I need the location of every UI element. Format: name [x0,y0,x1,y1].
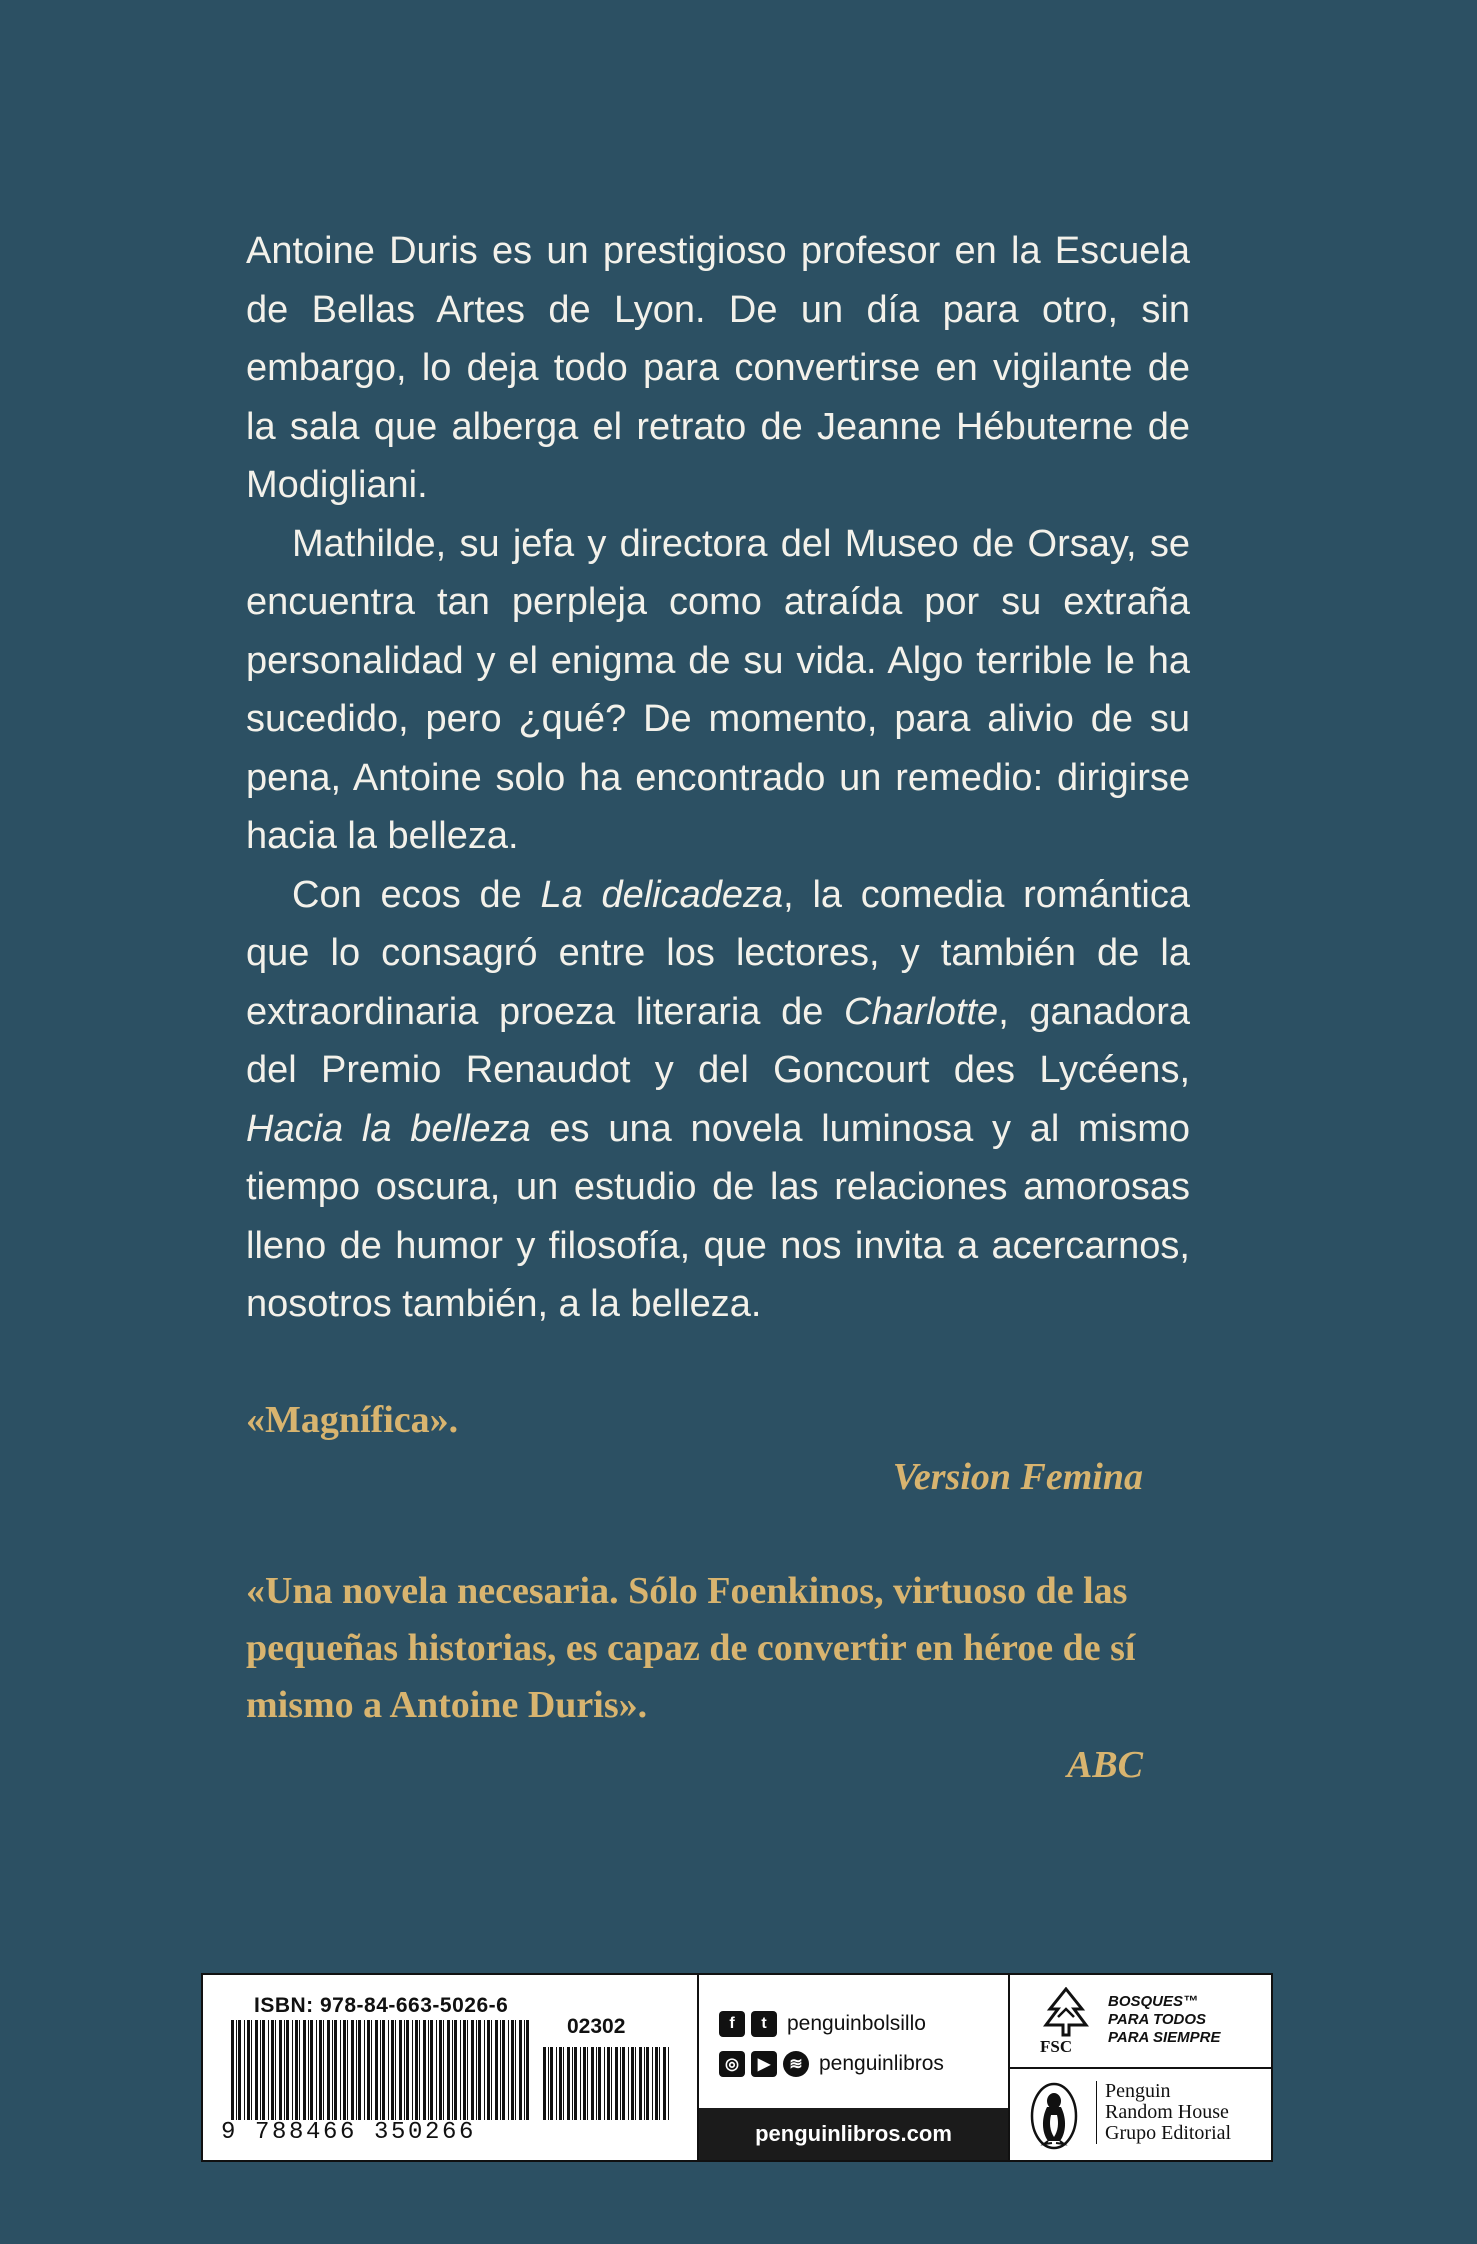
publisher-line: Penguin [1105,2080,1171,2102]
barcode-bar [622,2047,625,2120]
quote-source-2: ABC [1066,1744,1143,1786]
barcode-bar [356,2020,357,2120]
barcode-bar [423,2020,426,2120]
barcode-bar [399,2020,402,2120]
barcode-bar [628,2047,629,2120]
barcode-bar [284,2020,285,2120]
back-cover-footer [201,1973,1273,2162]
barcode-bar [471,2020,474,2120]
barcode-bar [639,2047,642,2120]
barcode-bar [436,2020,437,2120]
barcode-bar [275,2020,276,2120]
barcode-bar [319,2020,322,2120]
barcode-bar [646,2047,649,2120]
barcode-bar [303,2020,306,2120]
social-box [699,1975,1010,2160]
barcode-bar [323,2020,324,2120]
social-handle[interactable]: penguinlibros [819,2052,944,2075]
barcode-bar [491,2020,492,2120]
barcode-bar [316,2020,317,2120]
quote-text: «Magnífica». [246,1399,459,1441]
barcode-bar [604,2047,605,2120]
barcode-bar [644,2047,645,2120]
barcode-bar [543,2047,546,2120]
barcode-bar [556,2047,557,2120]
barcode-bar [567,2047,570,2120]
barcode-bar [519,2020,522,2120]
barcode-bar [511,2020,514,2120]
fsc-label: FSC [1040,2037,1073,2056]
barcode-bar [391,2020,394,2120]
barcode-bar [663,2047,666,2120]
barcode-bar [607,2047,610,2120]
title-hacia-la-belleza: Hacia la belleza [246,1107,531,1150]
barcode-bar [262,2020,265,2120]
barcode-bars [231,2020,531,2120]
barcode-bar [591,2047,594,2120]
barcode-bar [476,2020,477,2120]
barcode-bar [268,2020,269,2120]
barcode-bar [292,2020,293,2120]
barcode-bar [428,2020,429,2120]
blurb-paragraph-3 [246,866,1190,1334]
publisher-line: Grupo Editorial [1105,2122,1232,2144]
facebook-icon[interactable]: f [719,2011,745,2037]
barcode-bar [238,2020,241,2120]
fsc-line: PARA SIEMPRE [1108,2029,1221,2046]
barcode-bar [659,2047,660,2120]
barcode-bar [478,2020,481,2120]
barcode-bar [406,2020,409,2120]
barcode-bar [500,2020,501,2120]
fsc-tree-icon [1038,1987,1094,2037]
barcode-bar [260,2020,261,2120]
quote-source-1: Version Femina [892,1456,1143,1498]
barcode-bar [351,2020,354,2120]
barcode-bar [367,2020,370,2120]
barcode-bar [484,2020,485,2120]
blurb [246,222,1190,1334]
barcode-bar [487,2020,490,2120]
website-link[interactable]: penguinlibros.com [699,2108,1008,2160]
text-run: Con ecos de [292,873,541,916]
blurb-paragraph-2: Mathilde, su jefa y directora del Museo de Orsay, se encuentra tan perpleja como atraída por su extraña personalidad y el enigma de su vida. Algo terrible le ha sucedido, pero ¿qué? De momento, para alivio de su pena, Antoine solo ha encontrado un remedio: dirigirse hacia la belleza. [246,522,1190,857]
quote-text: «Una novela necesaria. Sólo Foenkinos, virtuoso de las pequeñas historias, es capaz de convertir en héroe de sí mismo a Antoine Duris». [246,1570,1136,1726]
barcode-bar [635,2047,636,2120]
social-handle[interactable]: penguinbolsillo [787,2012,926,2035]
review-quote-1 [246,1392,1190,1449]
barcode-bar [419,2020,420,2120]
barcode-bar [508,2020,509,2120]
barcode-bar [452,2020,453,2120]
barcode-bar [327,2020,330,2120]
barcode-bar [443,2020,444,2120]
barcode-bar [347,2020,348,2120]
barcode-bar [388,2020,389,2120]
barcode-bar [375,2020,378,2120]
barcode-bar [502,2020,505,2120]
addon-number: 02302 [567,2015,626,2038]
barcode-box [203,1975,699,2160]
barcode-bar [395,2020,396,2120]
barcode-bar [271,2020,274,2120]
barcode-bar [631,2047,634,2120]
barcode-bar [524,2020,525,2120]
barcode-bar [596,2047,597,2120]
barcode-bar [463,2020,466,2120]
text-run: , la comedia romántica que lo consagró entre los lectores, y también de la extraordinaria proeza literaria de [246,873,1190,1033]
barcode-bar [332,2020,333,2120]
barcode-bar [526,2020,529,2120]
addon-barcode-bars [543,2047,673,2120]
barcode-bar [244,2020,245,2120]
review-quote-2 [246,1563,1190,1734]
barcode-bar [415,2020,418,2120]
barcode-bar [382,2020,385,2120]
social-row-libros [719,2051,944,2077]
isbn-text: ISBN: 978-84-663-5026-6 [254,1994,509,2017]
barcode-bar [611,2047,612,2120]
text-run: , ganadora del Premio Renaudot y del Goncourt des Lycéens, [246,990,1190,1091]
barcode-bar [412,2020,413,2120]
barcode-bar [286,2020,289,2120]
barcode-bar [236,2020,237,2120]
barcode-bar [460,2020,461,2120]
text-run: es una novela luminosa y al mismo tiempo oscura, un estudio de las relaciones amorosas lleno de humor y filosofía, que nos invita a acercarnos, nosotros también, a la belleza. [246,1107,1191,1325]
title-charlotte: Charlotte [844,990,999,1033]
barcode-bar [299,2020,300,2120]
fsc-logo [1010,1975,1271,2069]
barcode-bar [583,2047,586,2120]
publisher-line: Random House [1105,2101,1229,2123]
barcode-bar [572,2047,573,2120]
barcode-bar [334,2020,337,2120]
barcode-bar [668,2047,669,2120]
instagram-icon[interactable]: ◎ [719,2051,745,2077]
barcode-bar [620,2047,621,2120]
fsc-text [1108,1993,1221,2047]
barcode-bar [255,2020,258,2120]
barcode-bar [550,2047,553,2120]
barcode-bar [231,2020,234,2120]
fsc-line: PARA TODOS [1108,2011,1207,2028]
blurb-paragraph-1: Antoine Duris es un prestigioso profesor en la Escuela de Bellas Artes de Lyon. De un día para otro, sin embargo, lo deja todo para convertirse en vigilante de la sala que alberga el retrato de Jeanne Hébuterne de Modigliani. [246,230,1190,506]
barcode-bar [279,2020,282,2120]
barcode-bar [308,2020,309,2120]
barcode-bar [430,2020,433,2120]
barcode-bar [598,2047,601,2120]
barcode-bar [364,2020,365,2120]
barcode-bar [358,2020,361,2120]
barcode-bar [515,2020,516,2120]
barcode-bar [454,2020,457,2120]
barcode-bar [310,2020,313,2120]
barcode-bar [404,2020,405,2120]
barcode-bar [580,2047,581,2120]
youtube-icon[interactable]: ▶ [751,2051,777,2077]
spotify-icon[interactable]: ≋ [783,2051,809,2077]
logos-box [1010,1975,1271,2160]
barcode-bar [447,2020,450,2120]
barcode-bar [563,2047,564,2120]
publisher-logo [1010,2069,1271,2160]
barcode-bar [467,2020,468,2120]
barcode-bar [495,2020,498,2120]
barcode-bar [380,2020,381,2120]
barcode-bar [652,2047,653,2120]
penguin-icon [1028,2081,1080,2151]
barcode-bar [559,2047,562,2120]
twitter-icon[interactable]: t [751,2011,777,2037]
barcode-bar [574,2047,577,2120]
barcode-bar [251,2020,252,2120]
barcode-bar [655,2047,658,2120]
barcode-digits: 9 788466 350266 [221,2119,477,2146]
barcode-bar [587,2047,588,2120]
barcode-bar [295,2020,298,2120]
barcode-bar [340,2020,341,2120]
social-row-bolsillo [719,2011,926,2037]
title-la-delicadeza: La delicadeza [540,873,784,916]
barcode-bar [548,2047,549,2120]
barcode-bar [371,2020,372,2120]
fsc-line: BOSQUES™ [1108,1993,1199,2010]
barcode-bar [343,2020,346,2120]
publisher-text [1096,2081,1231,2144]
barcode-bar [247,2020,250,2120]
barcode-bar [439,2020,442,2120]
barcode-bar [615,2047,618,2120]
